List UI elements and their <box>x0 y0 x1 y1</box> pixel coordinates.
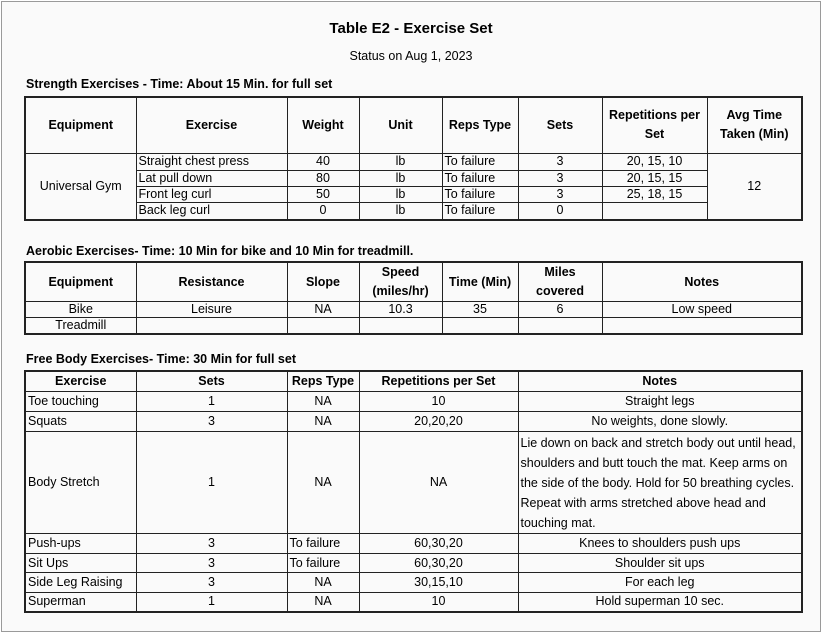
table-cell: Squats <box>25 412 136 432</box>
column-header: Weight <box>287 97 359 153</box>
freebody-table <box>24 370 803 613</box>
freebody-heading: Free Body Exercises- Time: 30 Min for full set <box>26 352 296 366</box>
table-cell: 80 <box>287 170 359 186</box>
table-row <box>25 186 802 202</box>
table-cell: Toe touching <box>25 392 136 412</box>
column-header: Avg Time Taken (Min) <box>707 97 802 153</box>
table-cell: NA <box>287 302 359 318</box>
table-cell: NA <box>359 432 518 534</box>
column-header: Equipment <box>25 97 136 153</box>
aerobic-table <box>24 261 803 335</box>
column-header: Time (Min) <box>442 262 518 302</box>
table-cell: 60,30,20 <box>359 554 518 573</box>
table-row <box>25 302 802 318</box>
table-cell: No weights, done slowly. <box>518 412 802 432</box>
table-cell <box>518 318 602 335</box>
equipment-cell: Universal Gym <box>25 153 136 220</box>
table-cell: Body Stretch <box>25 432 136 534</box>
table-cell: NA <box>287 432 359 534</box>
table-cell: Hold superman 10 sec. <box>518 593 802 612</box>
table-cell: Bike <box>25 302 136 318</box>
column-header: Equipment <box>25 262 136 302</box>
table-cell <box>136 318 287 335</box>
table-cell: NA <box>287 412 359 432</box>
table-row <box>25 432 802 534</box>
table-row <box>25 318 802 335</box>
table-cell: Back leg curl <box>136 202 287 220</box>
table-cell: 25, 18, 15 <box>602 186 707 202</box>
table-row <box>25 153 802 170</box>
table-row <box>25 202 802 220</box>
table-cell: Superman <box>25 593 136 612</box>
table-cell: lb <box>359 153 442 170</box>
table-cell: 20, 15, 15 <box>602 170 707 186</box>
table-cell: 30,15,10 <box>359 573 518 593</box>
column-header: Exercise <box>136 97 287 153</box>
table-row <box>25 170 802 186</box>
table-row <box>25 593 802 612</box>
table-cell <box>442 318 518 335</box>
table-cell: To failure <box>442 202 518 220</box>
avg-time-cell: 12 <box>707 153 802 220</box>
table-cell: To failure <box>287 534 359 554</box>
table-cell: 3 <box>518 170 602 186</box>
table-cell: Treadmill <box>25 318 136 335</box>
table-cell: Push-ups <box>25 534 136 554</box>
column-header: Reps Type <box>287 371 359 392</box>
table-cell: 10 <box>359 392 518 412</box>
table-cell: 60,30,20 <box>359 534 518 554</box>
table-cell: To failure <box>442 170 518 186</box>
table-cell: Shoulder sit ups <box>518 554 802 573</box>
table-cell: 10 <box>359 593 518 612</box>
column-header: Resistance <box>136 262 287 302</box>
status-date: Status on Aug 1, 2023 <box>349 49 473 63</box>
table-cell: NA <box>287 573 359 593</box>
column-header: Notes <box>602 262 802 302</box>
table-cell: lb <box>359 170 442 186</box>
table-cell: 20, 15, 10 <box>602 153 707 170</box>
table-cell: 1 <box>136 432 287 534</box>
table-cell: Straight legs <box>518 392 802 412</box>
table-cell: Low speed <box>602 302 802 318</box>
table-cell <box>602 202 707 220</box>
table-cell: 20,20,20 <box>359 412 518 432</box>
table-cell: Straight chest press <box>136 153 287 170</box>
column-header: Notes <box>518 371 802 392</box>
table-row <box>25 392 802 412</box>
table-cell <box>287 318 359 335</box>
table-cell: 35 <box>442 302 518 318</box>
column-header: Reps Type <box>442 97 518 153</box>
column-header: Sets <box>518 97 602 153</box>
column-header: Sets <box>136 371 287 392</box>
table-cell: Lat pull down <box>136 170 287 186</box>
table-cell <box>602 318 802 335</box>
table-cell: 1 <box>136 593 287 612</box>
table-cell: lb <box>359 186 442 202</box>
table-cell: Side Leg Raising <box>25 573 136 593</box>
table-cell: 6 <box>518 302 602 318</box>
column-header: Exercise <box>25 371 136 392</box>
strength-table <box>24 96 803 221</box>
table-cell: To failure <box>287 554 359 573</box>
aerobic-heading: Aerobic Exercises- Time: 10 Min for bike and 10 Min for treadmill. <box>26 244 414 258</box>
table-cell: 0 <box>287 202 359 220</box>
column-header: Repetitions per Set <box>359 371 518 392</box>
table-cell: To failure <box>442 153 518 170</box>
table-cell: NA <box>287 392 359 412</box>
table-cell: 0 <box>518 202 602 220</box>
table-cell: 10.3 <box>359 302 442 318</box>
table-cell: 40 <box>287 153 359 170</box>
column-header: Slope <box>287 262 359 302</box>
table-row <box>25 554 802 573</box>
table-cell: To failure <box>442 186 518 202</box>
table-cell: lb <box>359 202 442 220</box>
table-cell: Leisure <box>136 302 287 318</box>
table-cell: 3 <box>136 412 287 432</box>
table-row <box>25 412 802 432</box>
page-title: Table E2 - Exercise Set <box>329 20 493 37</box>
column-header: Miles covered <box>518 262 602 302</box>
table-cell: 3 <box>136 554 287 573</box>
table-cell: Front leg curl <box>136 186 287 202</box>
strength-heading: Strength Exercises - Time: About 15 Min. for full set <box>26 77 333 91</box>
table-row <box>25 534 802 554</box>
table-cell: 3 <box>136 534 287 554</box>
table-cell: NA <box>287 593 359 612</box>
column-header: Unit <box>359 97 442 153</box>
table-cell: 3 <box>518 186 602 202</box>
table-cell: Knees to shoulders push ups <box>518 534 802 554</box>
table-cell: Lie down on back and stretch body out until head, shoulders and butt touch the mat. Keep arms on the side of the body. Hold for 50 breathing cycles. Repeat with arms stretched above head and touching mat. <box>518 432 802 534</box>
table-cell: 3 <box>136 573 287 593</box>
table-cell <box>359 318 442 335</box>
column-header: Repetitions per Set <box>602 97 707 153</box>
table-cell: 50 <box>287 186 359 202</box>
table-cell: For each leg <box>518 573 802 593</box>
table-cell: 3 <box>518 153 602 170</box>
table-cell: Sit Ups <box>25 554 136 573</box>
table-cell: 1 <box>136 392 287 412</box>
table-row <box>25 573 802 593</box>
column-header: Speed (miles/hr) <box>359 262 442 302</box>
